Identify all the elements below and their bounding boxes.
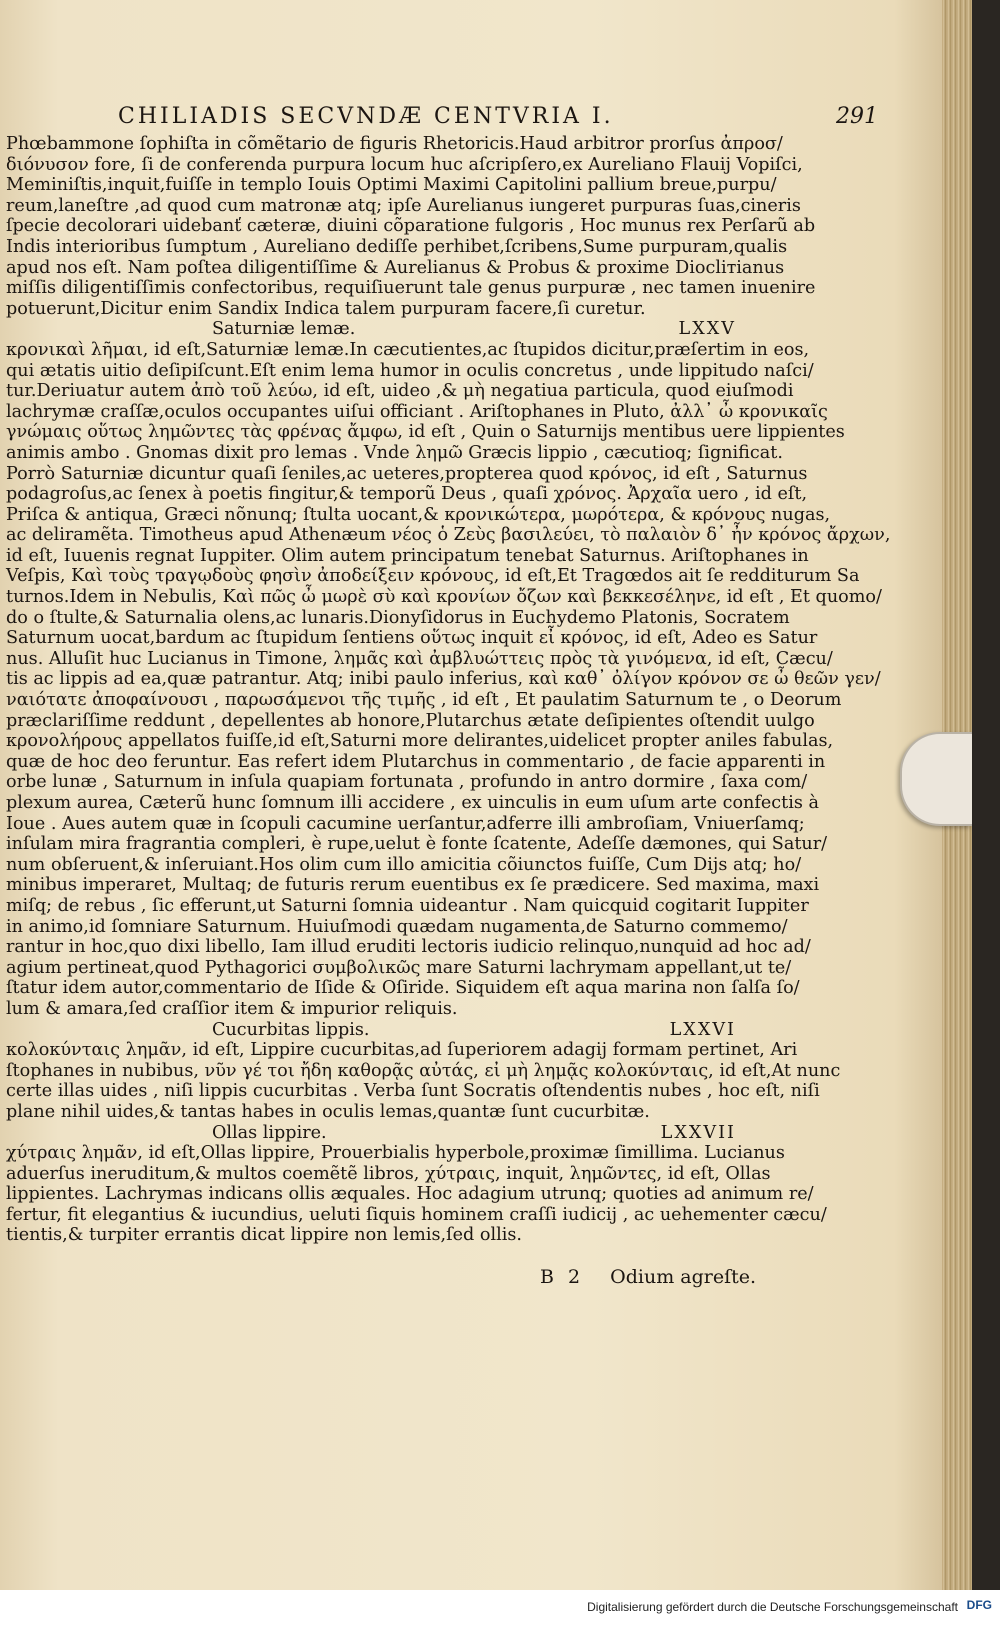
text-line: ſtatur idem autor,commentario de Iſide & Oſiride. Siquidem eſt aqua marina non ſalſa ſo/ bbox=[6, 978, 800, 999]
text-line: turnos.Idem in Nebulis, Καὶ πῶς ὦ μωρὲ σὺ καὶ κρονίων ὄζων καὶ βεκκεσέληνε, id eſt , Et quomo/ bbox=[6, 587, 882, 608]
body-text bbox=[6, 134, 891, 1246]
text-line: animis ambo . Gnomas dixit pro lemas . Vnde λημῶ Græcis lippio , cæcutioq; ſignificat. bbox=[6, 442, 783, 463]
text-line: orbe lunæ , Saturnum in inſula quapiam fortunata , profundo in antro dormire , ſaxa com/ bbox=[6, 772, 808, 793]
page-footer bbox=[540, 1266, 756, 1288]
text-line: Saturnum uocat,bardum ac ſtupidum ſentiens οὕτως inquit εἶ κρόνος, id eſt, Adeo es Satur bbox=[6, 628, 818, 649]
text-line: κρονικαὶ λῆμαι, id eſt,Saturniæ lemæ.In cæcutientes,ac ſtupidos dicitur,præſertim in eos, bbox=[6, 339, 810, 360]
running-head: CHILIADIS SECVNDÆ CENTVRIA I. bbox=[118, 104, 614, 129]
adage-title: Cucurbitas lippis. bbox=[212, 1019, 370, 1040]
dfg-logo: DFG bbox=[966, 1598, 992, 1612]
text-line: miſq; de rebus , ſic efferunt,ut Saturni ſomnia uideantur . Nam quicquid cogitarit Iuppiter bbox=[6, 895, 809, 916]
text-line: rantur in hoc,quo dixi libello, Iam illud eruditi lectoris iudicio relinquo,nunquid ad hoc ad/ bbox=[6, 937, 811, 958]
text-line: tis ac lippis ad ea,quæ patrantur. Atq; inibi paulo inferius, καὶ καθ᾽ ὀλίγον κρόνον σε ὦ θεῶν γεν/ bbox=[6, 669, 881, 690]
adage-number: LXXVII bbox=[660, 1122, 736, 1143]
text-line: num obſeruent,& inſeruiant.Hos olim cum illo amicitia cõiunctos fuiſſe, Cum Dijs atq; ho/ bbox=[6, 854, 802, 875]
text-line: certe illas uides , niſi lippis cucurbitas . Verba ſunt Socratis oſtendentis nubes , hoc eſt, niſi bbox=[6, 1081, 820, 1102]
text-line: Priſca & antiqua, Græci nõnunq; ſtulta uocant,& κρονικώτερα, μωρότερα, & κρόνους nugas, bbox=[6, 504, 831, 525]
text-line: ſtophanes in nubibus, νῦν γέ τοι ἤδη καθορᾷς αὐτάς, εἰ μὴ λημᾷς κολοκύνταις, id eſt,At nunc bbox=[6, 1060, 841, 1081]
text-line: Indis interioribus ſumptum , Aureliano dediſſe perhibet,ſcribens,Sume purpuram,qualis bbox=[6, 236, 788, 257]
text-line: potuerunt,Dicitur enim Sandix Indica talem purpuram facere,ſi curetur. bbox=[6, 298, 646, 319]
adage-heading bbox=[6, 1123, 748, 1144]
adage-title: Ollas lippire. bbox=[212, 1122, 327, 1143]
text-line: διόνυσον fore, ſi de conferenda purpura locum huc aſcripſero,ex Aureliano Flauij Vopiſci, bbox=[6, 154, 803, 175]
text-line: lippientes. Lachrymas indicans ollis æquales. Hoc adagium utrunq; quoties ad animum re/ bbox=[6, 1184, 814, 1205]
bookmark-tab bbox=[900, 732, 972, 826]
digitization-credit: Digitalisierung gefördert durch die Deutsche Forschungsgemeinschaft bbox=[587, 1600, 958, 1614]
text-line: quæ de hoc deo feruntur. Eas refert idem Plutarchus in commentario , de facie apparenti in bbox=[6, 751, 826, 772]
adage-heading bbox=[6, 319, 748, 340]
text-line: Veſpis, Καὶ τοὺς τραγῳδοὺς φησὶν ἀποδείξειν κρόνους, id eſt,Et Tragœdos ait ſe redditurum Sa bbox=[6, 566, 860, 587]
text-line: in animo,id ſomniare Saturnum. Huiuſmodi quædam nugamenta,de Saturno commemo/ bbox=[6, 916, 788, 937]
text-line: χύτραις λημᾶν, id eſt,Ollas lippire, Prouerbialis hyperbole,proximæ ſimillima. Lucianus bbox=[6, 1143, 785, 1164]
page-number: 291 bbox=[836, 104, 878, 129]
text-line: κρονολήρους appellatos fuiſſe,id eſt,Saturni more delirantes,uidelicet propter aniles fabulas, bbox=[6, 731, 834, 752]
adage-paragraph bbox=[6, 1040, 841, 1122]
text-line: γνώμαις οὕτως λημῶντες τὰς φρένας ἄμφω, id eſt , Quin o Saturnijs mentibus uere lippientes bbox=[6, 422, 845, 443]
adage-paragraph bbox=[6, 1143, 827, 1246]
text-line: id eſt, Iuuenis regnat Iuppiter. Olim autem principatum tenebat Saturnus. Ariſtophanes in bbox=[6, 545, 809, 566]
text-line: Porrò Saturniæ dicuntur quaſi ſeniles,ac ueteres,propterea quod κρόνος, id eſt , Saturnus bbox=[6, 463, 808, 484]
text-line: agium pertineat,quod Pythagorici συμβολικῶς mare Saturni lachrymam appellant,ut te/ bbox=[6, 957, 792, 978]
text-line: lum & amara,ſed craſſior item & impurior reliquis. bbox=[6, 998, 458, 1019]
adage-title: Saturniæ lemæ. bbox=[212, 319, 356, 340]
text-line: inſulam mira fragrantia compleri, è rupe,uelut è fonte ſcatente, Adeſſe dæmones, qui Satur/ bbox=[6, 834, 828, 855]
text-line: nus. Alluſit huc Lucianus in Timone, λημᾶς καὶ ἀμβλυώττεις πρὸς τὰ γινόμενα, id eſt, Cæcu/ bbox=[6, 648, 833, 669]
text-line: præclariſſime reddunt , depellentes ab honore,Plutarchus ætate deſipientes oſtendit uulgo bbox=[6, 710, 815, 731]
adage-heading bbox=[6, 1020, 748, 1041]
text-line: Meminiſtis,inquit,fuiſſe in templo Iouis Optimi Maximi Capitolini pallium breue,purpu/ bbox=[6, 175, 777, 196]
digitization-bar bbox=[0, 1590, 1000, 1625]
text-line: ac deliramẽta. Timotheus apud Athenæum νέος ὁ Ζεὺς βασιλεύει, τὸ παλαιὸν δ᾽ ἦν κρόνος ἄρχων, bbox=[6, 525, 891, 546]
text-line: podagroſus,ac ſenex à poetis fingitur,& temporũ Deus , quaſi χρόνος. Ἀρχαῖα uero , id eſt, bbox=[6, 484, 808, 505]
text-line: lachrymæ craſſæ,oculos occupantes uiſui officiant . Ariſtophanes in Pluto, ἀλλ᾽ ὦ κρονικαῖς bbox=[6, 401, 828, 422]
text-line: minibus imperaret, Multaq; de futuris rerum euentibus ex ſe prædicere. Sed maxima, maxi bbox=[6, 875, 820, 896]
text-line: plane nihil uides,& tantas habes in oculis lemas,quantæ ſunt cucurbitæ. bbox=[6, 1101, 650, 1122]
text-line: κολοκύνταις λημᾶν, id eſt, Lippire cucurbitas,ad ſuperiorem adagij formam pertinet, Ari bbox=[6, 1040, 798, 1061]
text-line: miſſis diligentiſſimis confectoribus, requiſiuerunt tale genus purpuræ , nec tamen inuenire bbox=[6, 278, 816, 299]
text-line: reum,laneſtre ,ad quod cum matronæ atq; ipſe Aurelianus iungeret purpuras ſuas,cineris bbox=[6, 195, 801, 216]
text-line: tientis,& turpiter errantis dicat lippire non lemis,ſed ollis. bbox=[6, 1225, 522, 1246]
text-line: ſpecie decolorari uidebanť cæteræ, diuini cõparatione fulgoris , Hoc munus rex Perſarũ ab bbox=[6, 216, 816, 237]
text-line: apud nos eſt. Nam poſtea diligentiſſime & Aurelianus & Probus & proxime Diocliтianus bbox=[6, 257, 785, 278]
text-line: do o ſtulte,& Saturnalia olens,ac lunaris.Dionyſidorus in Euchydemo Platonis, Socratem bbox=[6, 607, 790, 628]
text-line: tur.Deriuatur autem ἀπὸ τοῦ λεύω, id eſt, uideo ,& μὴ negatiua particula, quod eiuſmodi bbox=[6, 381, 794, 402]
text-line: ναιότατε ἀποφαίνουσι , παρωσάμενοι τῆς τιμῆς , id eſt , Et paulatim Saturnum te , o Deorum bbox=[6, 690, 842, 711]
adage-paragraph bbox=[6, 339, 891, 1020]
text-line: Ioue . Aues autem quæ in ſcopuli cacumine uerſantur,adferre illi ambroſiam, Vniuerſamq; bbox=[6, 813, 805, 834]
adage-number: LXXV bbox=[678, 319, 736, 340]
adage-number: LXXVI bbox=[669, 1019, 736, 1040]
signature-mark: B 2 bbox=[540, 1266, 585, 1288]
catchword: Odium agreſte. bbox=[610, 1266, 757, 1288]
text-line: Phœbammone ſophiſta in cõmẽtario de figuris Rhetoricis.Haud arbitror prorſus ἀπροσ/ bbox=[6, 134, 783, 154]
intro-paragraph bbox=[6, 134, 816, 319]
text-line: fertur, fit elegantius & iucundius, ueluti ſiquis hominem craſſi iudicij , ac uehementer cæcu/ bbox=[6, 1204, 827, 1225]
text-line: aduerſus ineruditum,& multos coemẽtẽ libros, χύτραις, inquit, λημῶντες, id eſt, Ollas bbox=[6, 1163, 771, 1184]
text-line: qui ætatis uitio deſipiſcunt.Eſt enim lema humor in oculis concretus , unde lippitudo naſci/ bbox=[6, 360, 814, 381]
text-line: plexum aurea, Cæterũ hunc ſomnum illi accidere , ex uinculis in eum uſum arte confectis à bbox=[6, 793, 819, 813]
